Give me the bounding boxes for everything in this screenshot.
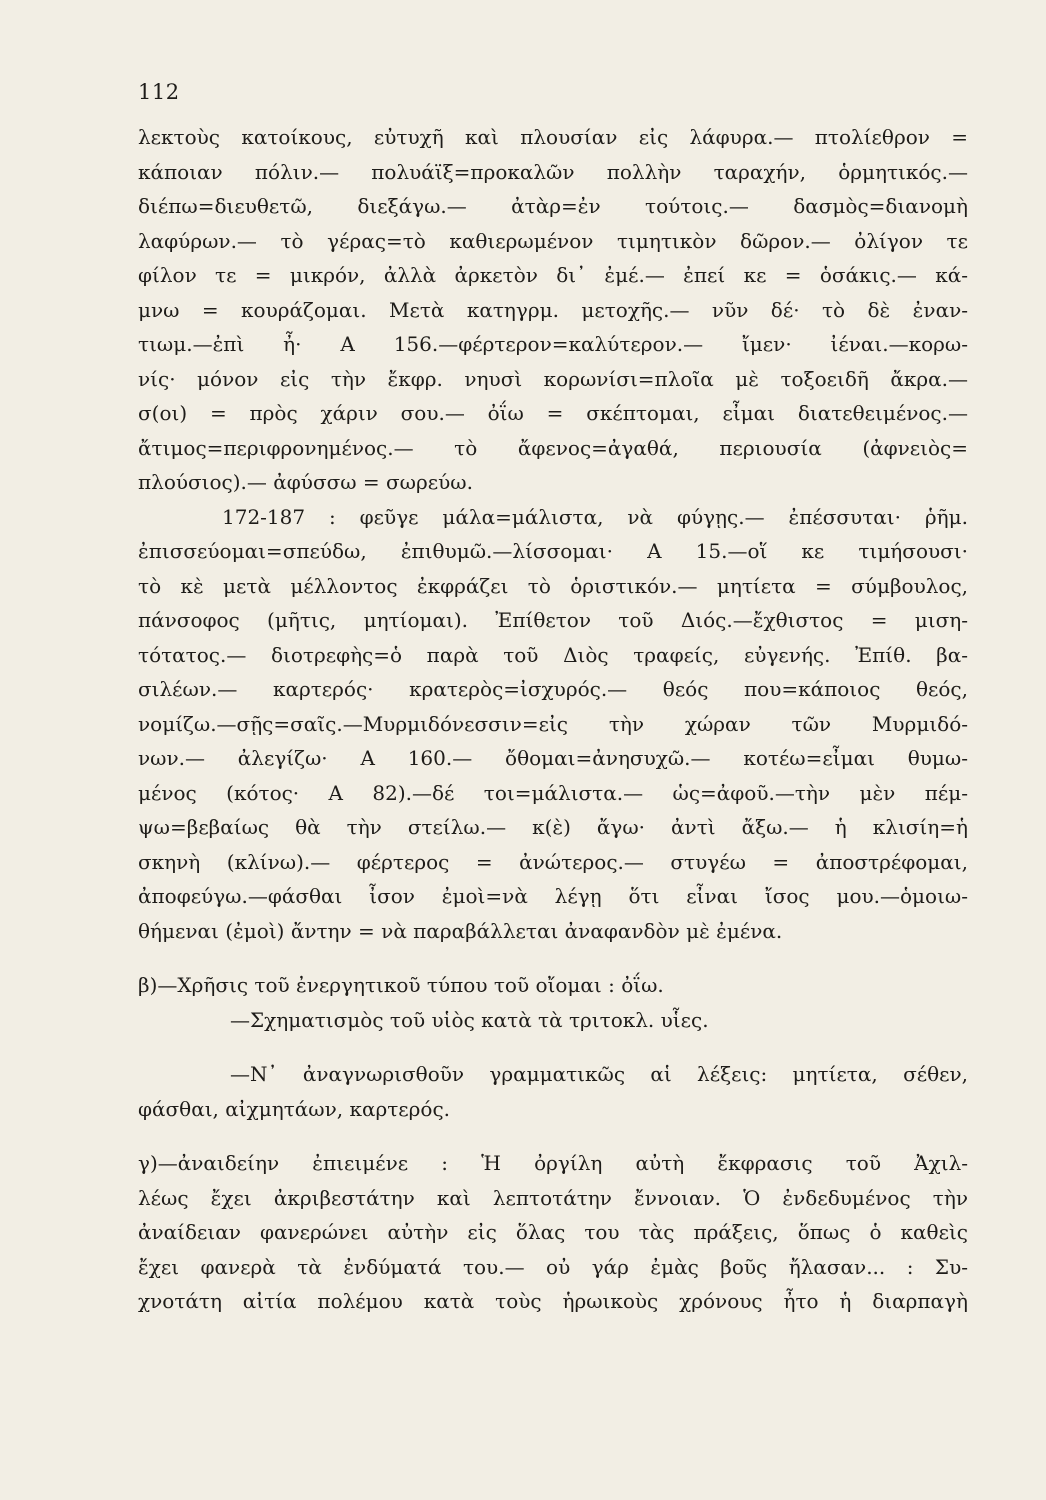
exercise-line: φάσθαι, αἰχμητάων, καρτερός.: [138, 1096, 451, 1121]
section-gap: [138, 1037, 968, 1057]
section-gamma-line: γ)—ἀναιδείην ἐπιειμένε : Ἡ ὀργίλη αὐτὴ ἔκφρασις τοῦ Ἀχιλ-: [138, 1151, 968, 1175]
text-line: τιωμ.—ἐπὶ ἦ· Α 156.—φέρτερον=καλύτερον.— ἴμεν· ἰέναι.—κορω-: [138, 332, 968, 356]
text-line: ἄτιμος=περιφρονημένος.— τὸ ἄφενος=ἀγαθά, περιουσία (ἀφνειὸς=: [138, 435, 968, 460]
text-line: πλούσιος).— ἀφύσσω = σωρεύω.: [138, 470, 473, 494]
exercise-line: —Ν᾽ ἀναγνωρισθοῦν γραμματικῶς αἱ λέξεις: μητίετα, σέθεν,: [230, 1062, 968, 1086]
commentary-text: [138, 120, 968, 1319]
text-line: τὸ κὲ μετὰ μέλλοντος ἐκφράζει τὸ ὁριστικόν.— μητίετα = σύμβουλος,: [138, 573, 968, 598]
section-gap: [138, 1126, 968, 1146]
text-line: νομίζω.—σῇς=σαῖς.—Μυρμιδόνεσσιν=εἰς τὴν χώραν τῶν Μυρμιδό-: [138, 711, 968, 736]
text-line: διέπω=διευθετῶ, διεξάγω.— ἀτὰρ=ἐν τούτοις.— δασμὸς=διανομὴ: [138, 194, 968, 218]
text-line: τότατος.— διοτρεφὴς=ὁ παρὰ τοῦ Διὸς τραφείς, εὐγενής. Ἐπίθ. βα-: [138, 642, 968, 667]
text-line: μένος (κότος· Α 82).—δέ τοι=μάλιστα.— ὡς=ἀφοῦ.—τὴν μὲν πέμ-: [138, 780, 968, 805]
page-number: 112: [138, 80, 180, 104]
text-line: νίς· μόνον εἰς τὴν ἔκφρ. νηυσὶ κορωνίσι=πλοῖα μὲ τοξοειδῆ ἄκρα.—: [138, 366, 968, 391]
text-line: θήμεναι (ἐμοὶ) ἄντην = νὰ παραβάλλεται ἀναφανδὸν μὲ ἐμένα.: [138, 918, 783, 943]
section-gamma-line: ἀναίδειαν φανερώνει αὐτὴν εἰς ὅλας του τὰς πράξεις, ὅπως ὁ καθεὶς: [138, 1220, 968, 1244]
text-line: φίλον τε = μικρόν, ἀλλὰ ἀρκετὸν δι᾽ ἐμέ.— ἐπεί κε = ὁσάκις.— κά-: [138, 263, 968, 287]
text-line: ψω=βεβαίως θὰ τὴν στείλω.— κ(ὲ) ἄγω· ἀντὶ ἄξω.— ἡ κλισίη=ἡ: [138, 815, 968, 839]
text-line: σκηνὴ (κλίνω).— φέρτερος = ἀνώτερος.— στυγέω = ἀποστρέφομαι,: [138, 849, 968, 874]
section-gamma-line: ἔχει φανερὰ τὰ ἐνδύματά του.— οὐ γάρ ἐμὰς βοῦς ἤλασαν... : Συ-: [138, 1254, 968, 1279]
text-line: κάποιαν πόλιν.— πολυάϊξ=προκαλῶν πολλὴν ταραχήν, ὁρμητικός.—: [138, 159, 968, 184]
text-line: ἐπισσεύομαι=σπεύδω, ἐπιθυμῶ.—λίσσομαι· Α 15.—οἵ κε τιμήσουσι·: [138, 539, 968, 563]
text-line: νων.— ἀλεγίζω· Α 160.— ὄθομαι=ἀνησυχῶ.— κοτέω=εἶμαι θυμω-: [138, 746, 968, 770]
text-line: σιλέων.— καρτερός· κρατερὸς=ἰσχυρός.— θεός που=κάποιος θεός,: [138, 677, 968, 701]
text-line: 172-187 : φεῦγε μάλα=μάλιστα, νὰ φύγῃς.— ἐπέσσυται· ῥῆμ.: [222, 504, 968, 529]
text-line: μνω = κουράζομαι. Μετὰ κατηγρμ. μετοχῆς.— νῦν δέ· τὸ δὲ ἐναν-: [138, 297, 968, 322]
section-gamma-line: χνοτάτη αἰτία πολέμου κατὰ τοὺς ἡρωικοὺς χρόνους ἦτο ἡ διαρπαγὴ: [138, 1289, 968, 1313]
section-beta-line: β)—Χρῆσις τοῦ ἐνεργητικοῦ τύπου τοῦ οἴομαι : ὀΐω.: [138, 973, 664, 997]
section-beta-line: —Σχηματισμὸς τοῦ υἱὸς κατὰ τὰ τριτοκλ. υἷες.: [230, 1007, 709, 1032]
text-line: λεκτοὺς κατοίκους, εὐτυχῆ καὶ πλουσίαν εἰς λάφυρα.— πτολίεθρον =: [138, 125, 968, 149]
text-line: ἀποφεύγω.—φάσθαι ἶσον ἐμοὶ=νὰ λέγῃ ὅτι εἶναι ἴσος μου.—ὁμοιω-: [138, 884, 968, 908]
text-line: λαφύρων.— τὸ γέρας=τὸ καθιερωμένον τιμητικὸν δῶρον.— ὀλίγον τε: [138, 228, 968, 253]
section-gamma-line: λέως ἔχει ἀκριβεστάτην καὶ λεπτοτάτην ἔννοιαν. Ὁ ἐνδεδυμένος τὴν: [138, 1185, 968, 1210]
section-gap: [138, 948, 968, 968]
text-line: πάνσοφος (μῆτις, μητίομαι). Ἐπίθετον τοῦ Διός.—ἔχθιστος = μιση-: [138, 608, 968, 632]
text-line: σ(οι) = πρὸς χάριν σου.— ὀΐω = σκέπτομαι, εἶμαι διατεθειμένος.—: [138, 401, 968, 425]
